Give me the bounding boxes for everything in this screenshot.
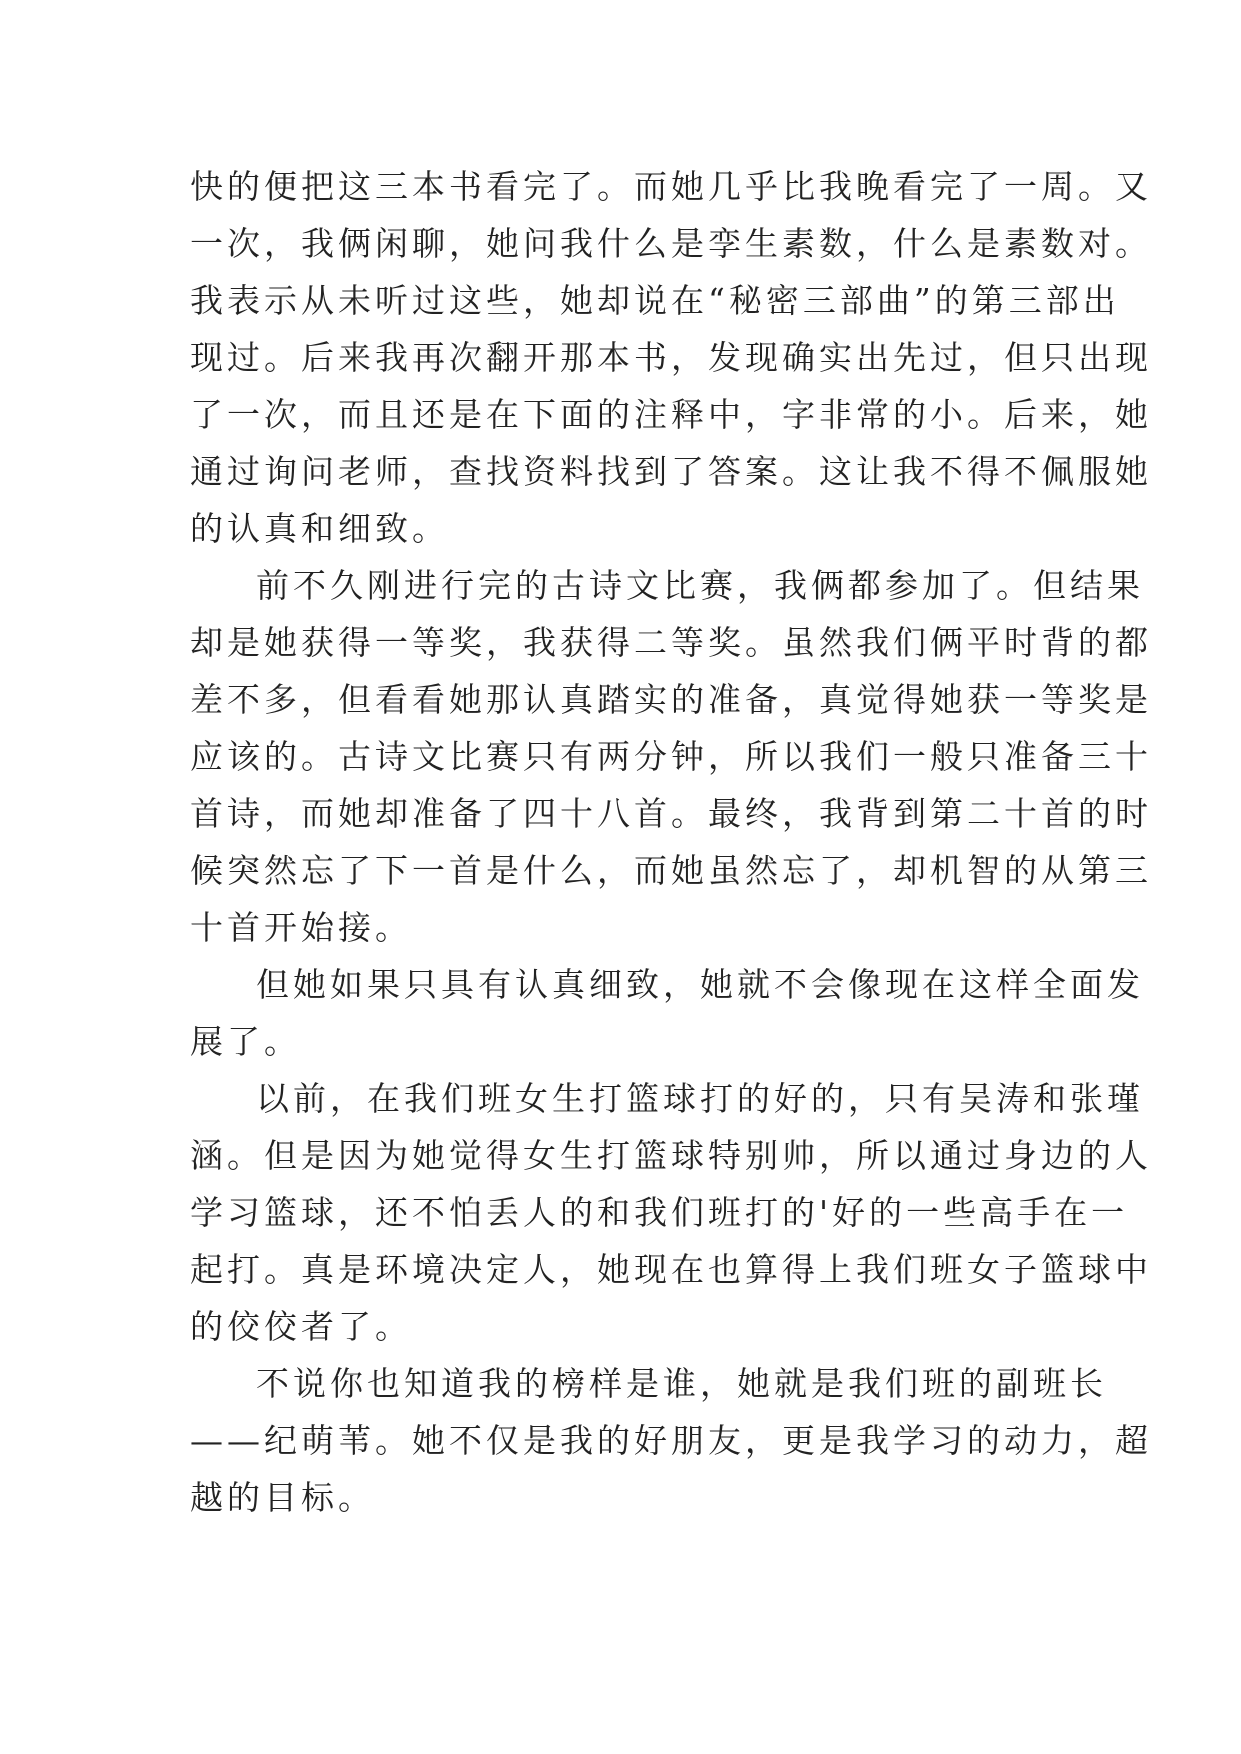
paragraph-line: 但她如果只具有认真细致，她就不会像现在这样全面发 (256, 965, 1144, 1004)
paragraph-line: 我表示从未听过这些，她却说在“秘密三部曲”的第三部出 (190, 281, 1120, 320)
paragraph-line: 快的便把这三本书看完了。而她几乎比我晚看完了一周。又 (190, 167, 1152, 206)
paragraph-line: 十首开始接。 (190, 908, 412, 947)
paragraph-line: ——纪萌苇。她不仅是我的好朋友，更是我学习的动力，超 (190, 1421, 1152, 1460)
paragraph-line: 现过。后来我再次翻开那本书，发现确实出先过，但只出现 (190, 338, 1152, 377)
paragraph-2 (190, 557, 1152, 956)
paragraph-line: 了一次，而且还是在下面的注释中，字非常的小。后来，她 (190, 395, 1152, 434)
paragraph-line: 涵。但是因为她觉得女生打篮球特别帅，所以通过身边的人 (190, 1136, 1152, 1175)
paragraph-line: 越的目标。 (190, 1478, 375, 1517)
paragraph-line: 学习篮球，还不怕丢人的和我们班打的'好的一些高手在一 (190, 1193, 1129, 1232)
paragraph-1 (190, 158, 1152, 557)
paragraph-line: 前不久刚进行完的古诗文比赛，我俩都参加了。但结果 (256, 566, 1144, 605)
paragraph-line: 一次，我俩闲聊，她问我什么是孪生素数，什么是素数对。 (190, 224, 1152, 263)
document-body (190, 158, 1152, 1526)
paragraph-3 (190, 956, 1144, 1070)
paragraph-line: 应该的。古诗文比赛只有两分钟，所以我们一般只准备三十 (190, 737, 1152, 776)
paragraph-line: 却是她获得一等奖，我获得二等奖。虽然我们俩平时背的都 (190, 623, 1152, 662)
paragraph-line: 首诗，而她却准备了四十八首。最终，我背到第二十首的时 (190, 794, 1152, 833)
paragraph-line: 的认真和细致。 (190, 509, 449, 548)
paragraph-line: 以前，在我们班女生打篮球打的好的，只有吴涛和张瑾 (256, 1079, 1144, 1118)
paragraph-line: 起打。真是环境决定人，她现在也算得上我们班女子篮球中 (190, 1250, 1152, 1289)
paragraph-line: 差不多，但看看她那认真踏实的准备，真觉得她获一等奖是 (190, 680, 1152, 719)
paragraph-line: 的佼佼者了。 (190, 1307, 412, 1346)
paragraph-line: 展了。 (190, 1022, 301, 1061)
paragraph-line: 通过询问老师，查找资料找到了答案。这让我不得不佩服她 (190, 452, 1152, 491)
paragraph-line: 不说你也知道我的榜样是谁，她就是我们班的副班长 (256, 1364, 1107, 1403)
paragraph-5 (190, 1355, 1152, 1526)
paragraph-line: 候突然忘了下一首是什么，而她虽然忘了，却机智的从第三 (190, 851, 1152, 890)
paragraph-4 (190, 1070, 1152, 1355)
